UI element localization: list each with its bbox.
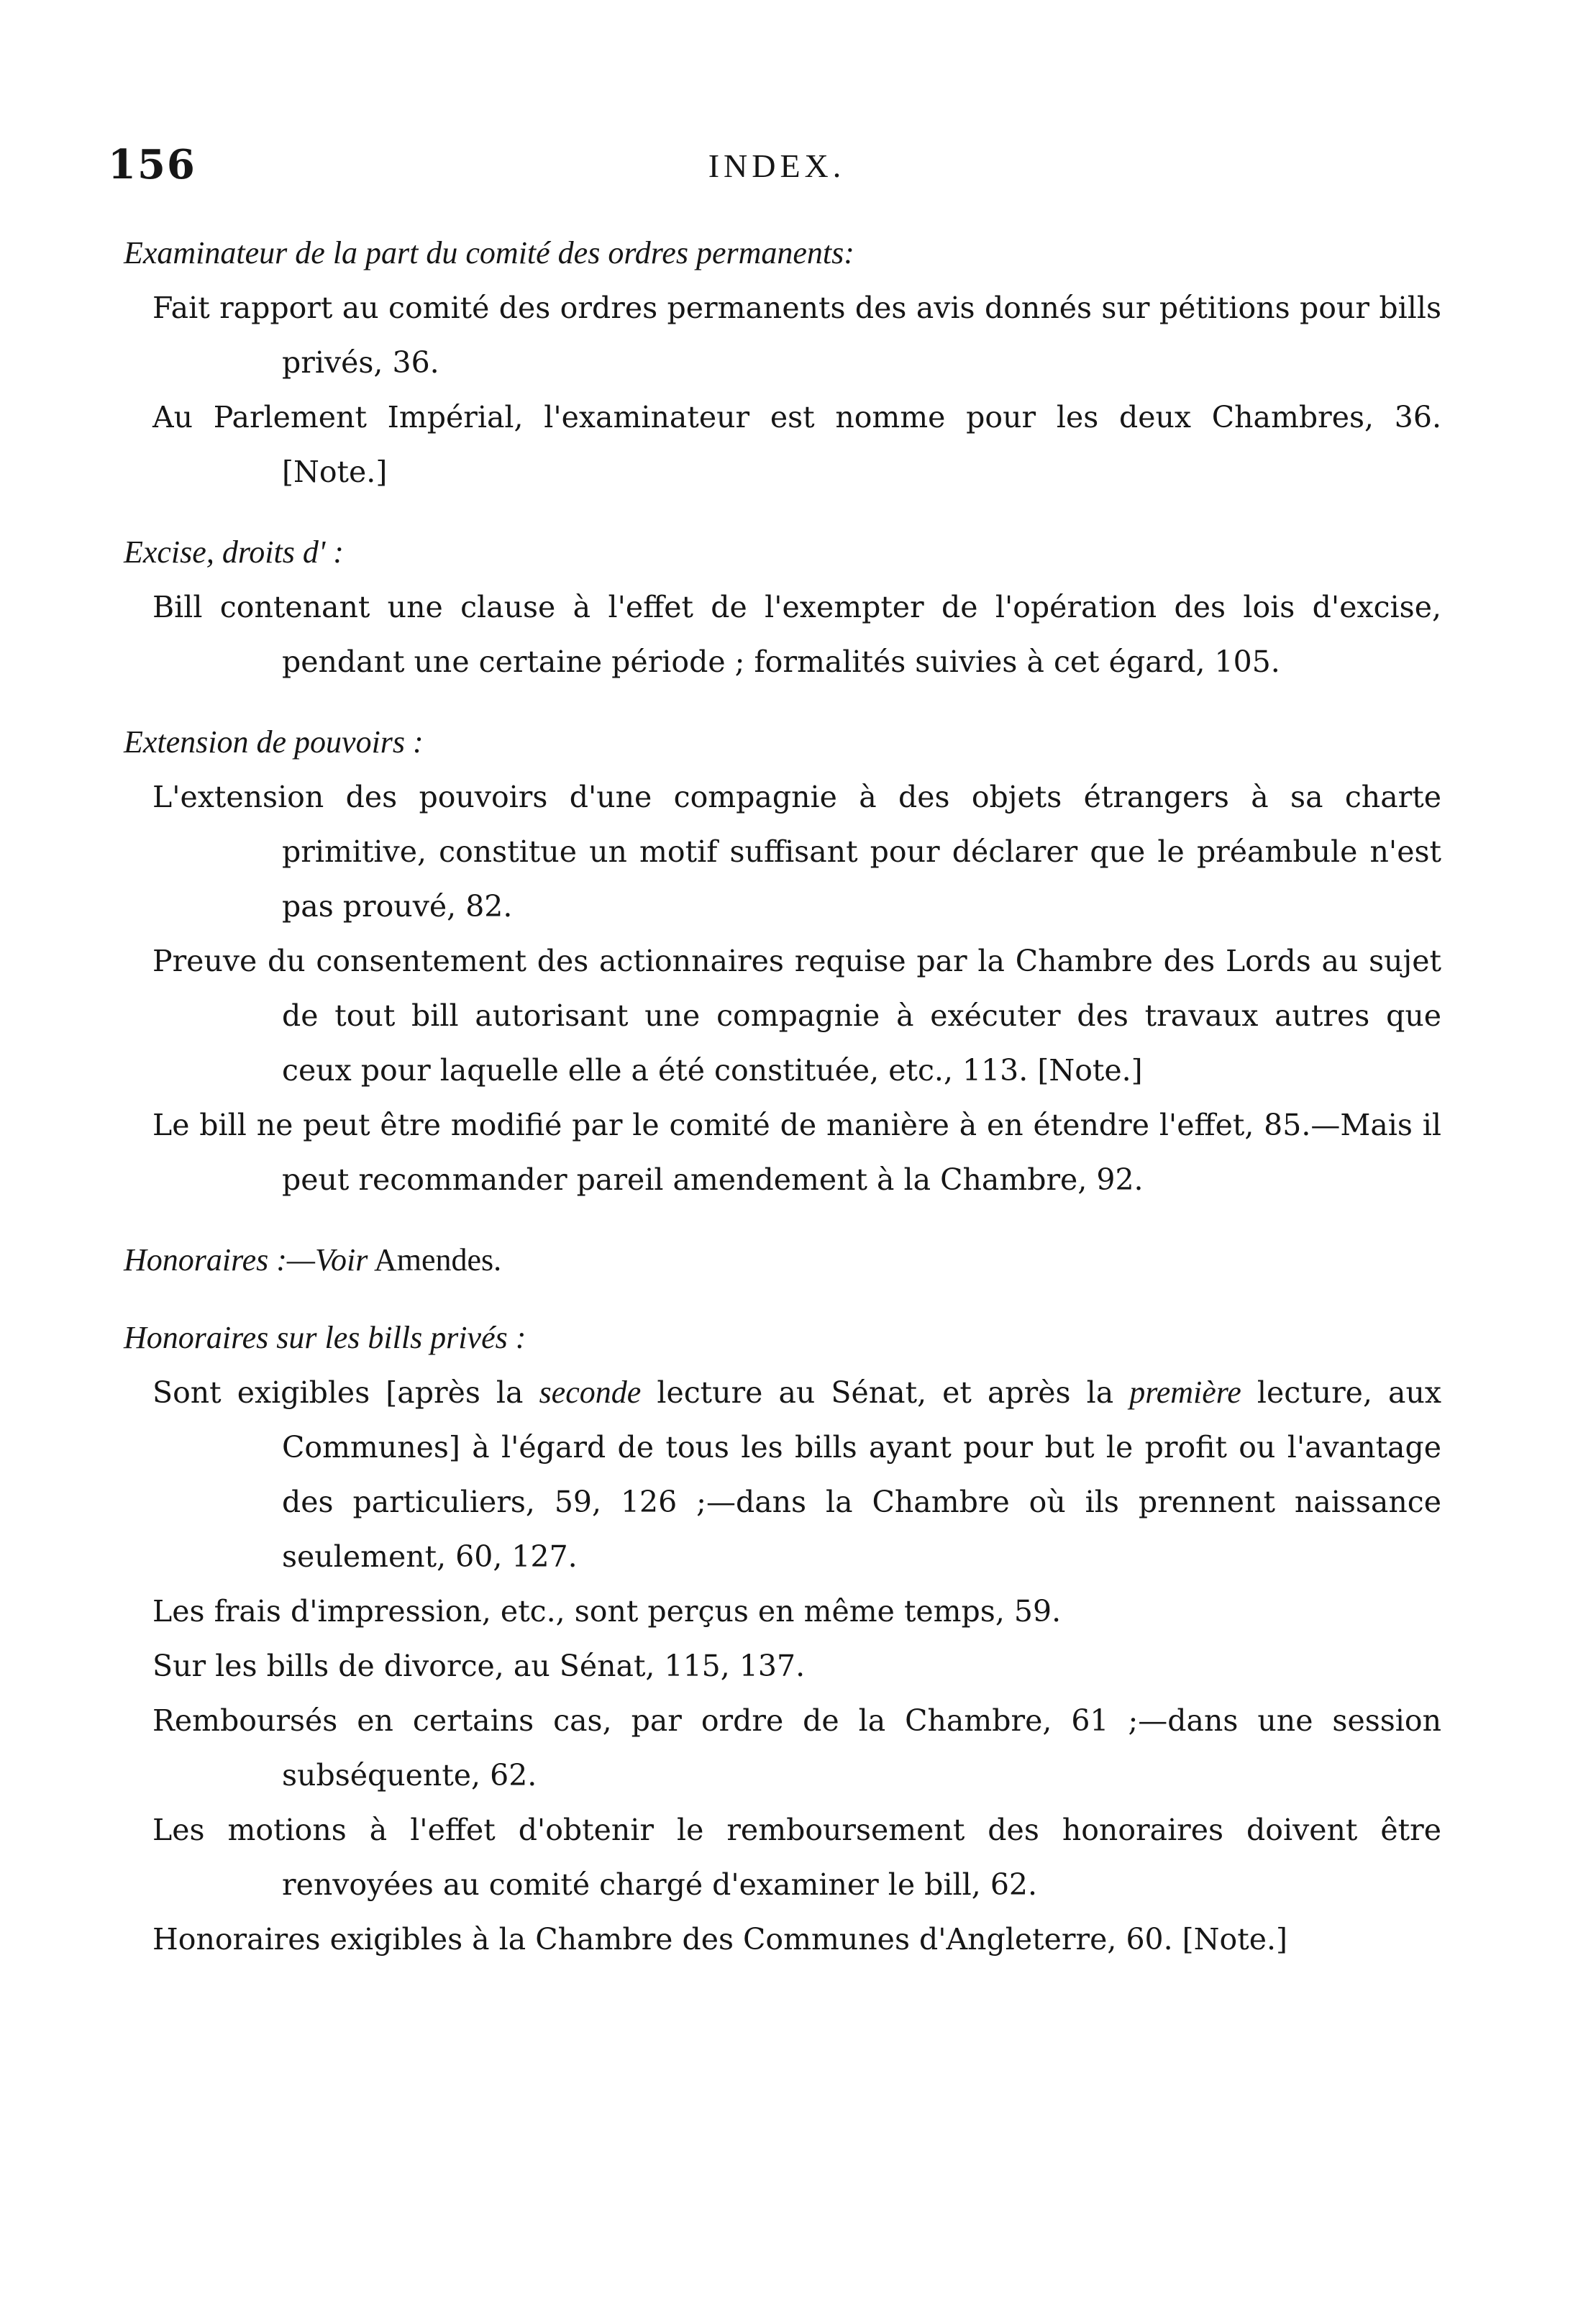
index-entry-excise: [124, 528, 1441, 689]
sub-entry-text: lecture, aux Communes] à l'égard de tous les bills ayant pour but le profit ou l'avantage des particuliers, 59, 126 ;—dans la Chambre où ils prennent naissance seulement, 60, 127.: [282, 1375, 1442, 1574]
sub-entry: Fait rapport au comité des ordres permanents des avis donnés sur pétitions pour bills privés, 36.: [152, 291, 1441, 380]
heading-italic: Honoraires :—Voir: [124, 1242, 368, 1278]
index-entry-examinateur: [124, 229, 1441, 499]
sub-entry: Preuve du consentement des actionnaires requise par la Chambre des Lords au sujet de tout bill autorisant une compagnie à exécuter des travaux autres que ceux pour laquelle elle a été constituée, etc., 113. [Note.]: [152, 944, 1441, 1088]
sub-entry: L'extension des pouvoirs d'une compagnie à des objets étrangers à sa charte primitive, constitue un motif suffisant pour déclarer que le préambule n'est pas prouvé, 82.: [152, 780, 1441, 924]
sub-entry-text: Sont exigibles [après la: [152, 1375, 539, 1410]
entry-heading: [124, 1236, 1441, 1285]
sub-entry: Sur les bills de divorce, au Sénat, 115, 137.: [152, 1649, 806, 1683]
sub-entry: Bill contenant une clause à l'effet de l'exempter de l'opération des lois d'excise, pendant une certaine période ; formalités suivies à cet égard, 105.: [152, 590, 1441, 679]
entry-heading: Excise, droits d' :: [124, 534, 344, 570]
entry-heading: Examinateur de la part du comité des ordres permanents:: [124, 235, 854, 270]
sub-entry-italic: seconde: [539, 1375, 642, 1410]
cross-reference: Amendes.: [368, 1242, 502, 1278]
sub-entry: Au Parlement Impérial, l'examinateur est nomme pour les deux Chambres, 36. [Note.]: [152, 400, 1441, 489]
sub-entry: [124, 1365, 1441, 1584]
sub-entry: Remboursés en certains cas, par ordre de la Chambre, 61 ;—dans une session subséquente, 62.: [152, 1703, 1441, 1793]
sub-entry-text: lecture au Sénat, et après la: [641, 1375, 1130, 1410]
sub-entry: Les motions à l'effet d'obtenir le remboursement des honoraires doivent être renvoyées au comité chargé d'examiner le bill, 62.: [152, 1813, 1441, 1902]
page-number: 156: [108, 141, 196, 188]
running-head: INDEX.: [708, 147, 846, 184]
sub-entry: Les frais d'impression, etc., sont perçus en même temps, 59.: [152, 1594, 1062, 1629]
entry-heading: Extension de pouvoirs :: [124, 724, 424, 760]
index-entry-honoraires-bills: [124, 1313, 1441, 1967]
sub-entry: Le bill ne peut être modifié par le comité de manière à en étendre l'effet, 85.—Mais il peut recommander pareil amendement à la Chambre, 92.: [152, 1108, 1441, 1197]
sub-entry-italic: première: [1129, 1375, 1241, 1410]
index-content: [124, 229, 1441, 1995]
entry-heading: Honoraires sur les bills privés :: [124, 1320, 526, 1355]
sub-entry: Honoraires exigibles à la Chambre des Communes d'Angleterre, 60. [Note.]: [152, 1922, 1287, 1957]
page-header: [108, 141, 1446, 191]
index-entry-extension: [124, 718, 1441, 1207]
index-entry-honoraires-cross-ref: [124, 1236, 1441, 1285]
